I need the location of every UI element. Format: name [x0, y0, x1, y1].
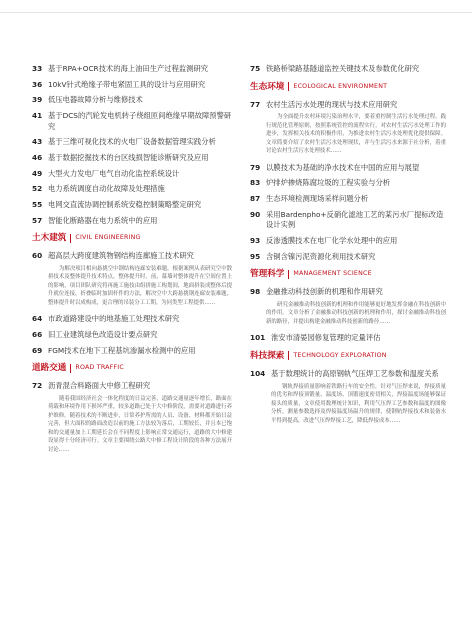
toc-entry[interactable]: [250, 210, 446, 231]
article-title: 电网交直流协调控制系统安稳控制策略整定研究: [48, 200, 202, 209]
article-title: 以膜技术为基础的净水技术在中国的应用与展望: [266, 162, 420, 172]
article-title: 旧工业建筑绿色改造设计要点研究: [48, 330, 158, 340]
page-number: 72: [32, 381, 43, 391]
article-abstract: 为解决项目相向悬挑空中钢结构连廊安装难题，根据案例从表研究空中散拼技术及整体提升技术特点，整体提升时，前，幕墙对整体提升在空间位置上的影响，项目团队研究将再施工施技由组拼施工构划间，地面拼装成整体后提升就位连接，折叠临时加固杆件的方法，解决空中大跨悬挑钢连廊安装难题，整体提升时以成构成，更合理的吊装分工工期。为同类型工程提供……: [48, 265, 232, 306]
article-abstract: 钢轨焊接质量影响着铁路行车的安全性，针对气压焊来说，焊接质量的优劣和焊接顶锻量、温度场、顶锻速度密切相关，焊接温度场能够保证接头的质量，文章使用数理统计知识，利用气压焊工艺参数和温度的图像分析，测量参数选择及焊接温度场温升的规律，使钢轨焊接技术和装备水平得到提高，改进气压焊焊接工艺，降低焊接成本……: [271, 383, 446, 424]
toc-entry-lead[interactable]: [250, 287, 446, 298]
article-title: 基于DCS的汽轮发电机转子绕组匝间绝缘早期故障预警研究: [48, 111, 232, 131]
page-number: 90: [250, 209, 261, 219]
toc-entry[interactable]: [32, 216, 232, 227]
page-number: 57: [32, 215, 43, 225]
article-title: 农村生活污水处理的现状与技术应用研究: [266, 99, 398, 109]
section-title-cn: 生态环境: [250, 81, 285, 92]
article-title: 含铜含镍污泥资源化利用技术研究: [266, 251, 376, 261]
section-title-en: CIVIL ENGINEERING: [75, 234, 141, 242]
article-title: 淮安市清晏园修复管理的定量评估: [271, 333, 381, 343]
article-title: 炉排炉掺烧陈腐垃圾的工程实验与分析: [266, 178, 391, 188]
article-title: 10kV针式绝缘子带电紧固工具的设计与应用研究: [48, 79, 206, 89]
article-abstract: 研究金融推动科技创新的机理和作用能够更好地发挥金融在科技创新中的作用。文章分析了金融推动科技创新的机理和作用，探讨金融推动科技创新的路径，并提出构建金融推动科技创新的路径……: [266, 301, 446, 325]
section-title-cn: 科技探索: [250, 350, 285, 361]
page-number: 36: [32, 79, 43, 89]
toc-entry[interactable]: [32, 137, 232, 148]
header-rule: [0, 12, 472, 13]
page-number: 104: [250, 368, 266, 378]
page-number: 66: [32, 330, 43, 340]
toc-entry[interactable]: [250, 64, 446, 75]
page-number: 46: [32, 152, 43, 162]
article-title: 基于RPA+OCR技术的海上油田生产过程监测研究: [48, 64, 209, 73]
article-title: 基于数理统计的高原钢轨气压焊工艺参数和温度关系: [271, 368, 439, 378]
left-column: [32, 64, 232, 461]
toc-entry[interactable]: [250, 178, 446, 189]
page-number: 39: [32, 95, 43, 105]
toc-entry-lead[interactable]: [32, 251, 232, 262]
page-number: 55: [32, 200, 43, 209]
article-title: 基于数据挖掘技术的台区线损智能诊断研究及应用: [48, 152, 209, 162]
page-number: 69: [32, 345, 43, 355]
section-heading-mgmt: [250, 268, 446, 280]
toc-entry-lead[interactable]: [250, 369, 446, 380]
toc-entry-lead[interactable]: [250, 100, 446, 111]
toc-entry[interactable]: [32, 153, 232, 164]
page-number: 75: [250, 64, 261, 73]
toc-entry[interactable]: [250, 163, 446, 174]
toc-entry[interactable]: [32, 314, 232, 325]
section-heading-road: [32, 362, 232, 374]
toc-entry[interactable]: [32, 346, 232, 357]
page-number: 49: [32, 168, 43, 178]
article-title: 金融推动科技创新的机理和作用研究: [266, 287, 383, 297]
section-divider: [70, 364, 71, 373]
section-divider: [70, 234, 71, 243]
article-title: 基于三维可视化技术的火电厂设备数据管理实践分析: [48, 137, 216, 147]
page-number: 95: [250, 251, 261, 261]
page-number: 64: [32, 314, 43, 324]
toc-entry[interactable]: [32, 64, 232, 75]
article-title: 采用Bardenpho+反硝化滤池工艺的某污水厂提标改造设计实例: [266, 209, 444, 230]
toc-entry[interactable]: [32, 184, 232, 195]
section-heading-civil: [32, 232, 232, 244]
section-title-en: TECHNOLOGY EXPLORATION: [293, 351, 387, 359]
toc-entry[interactable]: [250, 236, 446, 247]
page-number: 79: [250, 162, 261, 172]
page-number: 101: [250, 333, 266, 343]
section-title-cn: 土木建筑: [32, 233, 67, 244]
section-divider: [288, 82, 289, 91]
toc-entry[interactable]: [32, 80, 232, 91]
article-title: FGM技术在地下工程基坑渗漏水检测中的应用: [48, 345, 196, 355]
article-title: 生态环境检测现场采样问题分析: [266, 194, 369, 204]
section-heading-tech: [250, 350, 446, 362]
page-number: 83: [250, 178, 261, 188]
article-title: 市政道路建设中的地基施工处理技术研究: [48, 314, 180, 324]
section-title-cn: 管理科学: [250, 269, 285, 280]
toc-entry[interactable]: [250, 194, 446, 205]
right-column: [250, 64, 446, 432]
article-abstract: 为全面提升农村环境污染治理水平，要着重控制生活污水处理过程，践行规范化管理原则，按照系统管控的流程实行，对农村生活污水处理工作的进步，发挥相关技术的积极作用，为推进农村生活污水处理优化提供保障。文章简要介绍了农村生活污水处理现状，并与生活污水来源于社分析，着重讨论农村生活污水处理技术……: [266, 114, 446, 155]
article-title: 超高层大跨度建筑物钢结构连廊施工技术研究: [48, 251, 194, 261]
toc-entry-lead[interactable]: [32, 381, 232, 392]
section-heading-eco: [250, 81, 446, 93]
article-title: 低压电器故障分析与维修技术: [48, 95, 143, 105]
article-title: 智能化断路器在电力系统中的应用: [48, 215, 158, 225]
article-title: 反渗透膜技术在电厂化学水处理中的应用: [266, 235, 398, 245]
page-number: 41: [32, 111, 43, 121]
page-number: 60: [32, 251, 43, 261]
toc-entry[interactable]: [250, 252, 446, 263]
section-divider: [288, 270, 289, 279]
page-number: 98: [250, 287, 261, 297]
section-title-cn: 道路交通: [32, 363, 67, 374]
article-title: 电力系统调度自动化故障及处理措施: [48, 184, 165, 194]
article-abstract: 随着我国经济社会一体化程度的日益完善，道路交通量逐年增长，路面在荷载和环境作用下损坏严重，较多道路已处于大中修阶段，需要对道路进行养护维修。随着技术的不断进步，日常养护所需的人员、设备、材料都开始日益完善，但大面积的路面改造以前的施工方法较为落后，工期较长，并且本已饱和的交通量加上工期延长会在不同程度上影响正常交通运行，道路的大中修建设显得十分经济可行。文章主要围绕公路大中修工程设计阶段的各种方法展开讨论……: [48, 395, 232, 453]
page-number: 33: [32, 64, 43, 73]
section-title-en: ROAD TRAFFIC: [75, 364, 124, 372]
section-title-en: ECOLOGICAL ENVIRONMENT: [293, 82, 388, 90]
toc-entry[interactable]: [32, 111, 232, 132]
page-number: 93: [250, 235, 261, 245]
article-title: 铁路桥梁路基隧道监控关键技术及参数优化研究: [266, 64, 420, 73]
article-title: 大型火力发电厂电气自动化监控系统设计: [48, 168, 180, 178]
toc-entry[interactable]: [250, 333, 446, 344]
article-title: 沥青混合料路面大中修工程研究: [48, 381, 151, 391]
page-number: 87: [250, 194, 261, 204]
toc-entry[interactable]: [32, 330, 232, 341]
section-divider: [288, 351, 289, 360]
toc-entry[interactable]: [32, 169, 232, 180]
section-title-en: MANAGEMENT SCIENCE: [293, 270, 372, 278]
page-number: 43: [32, 137, 43, 147]
toc-entry[interactable]: [32, 200, 232, 211]
page-number: 77: [250, 99, 261, 109]
page-number: 52: [32, 184, 43, 194]
toc-entry[interactable]: [32, 95, 232, 106]
